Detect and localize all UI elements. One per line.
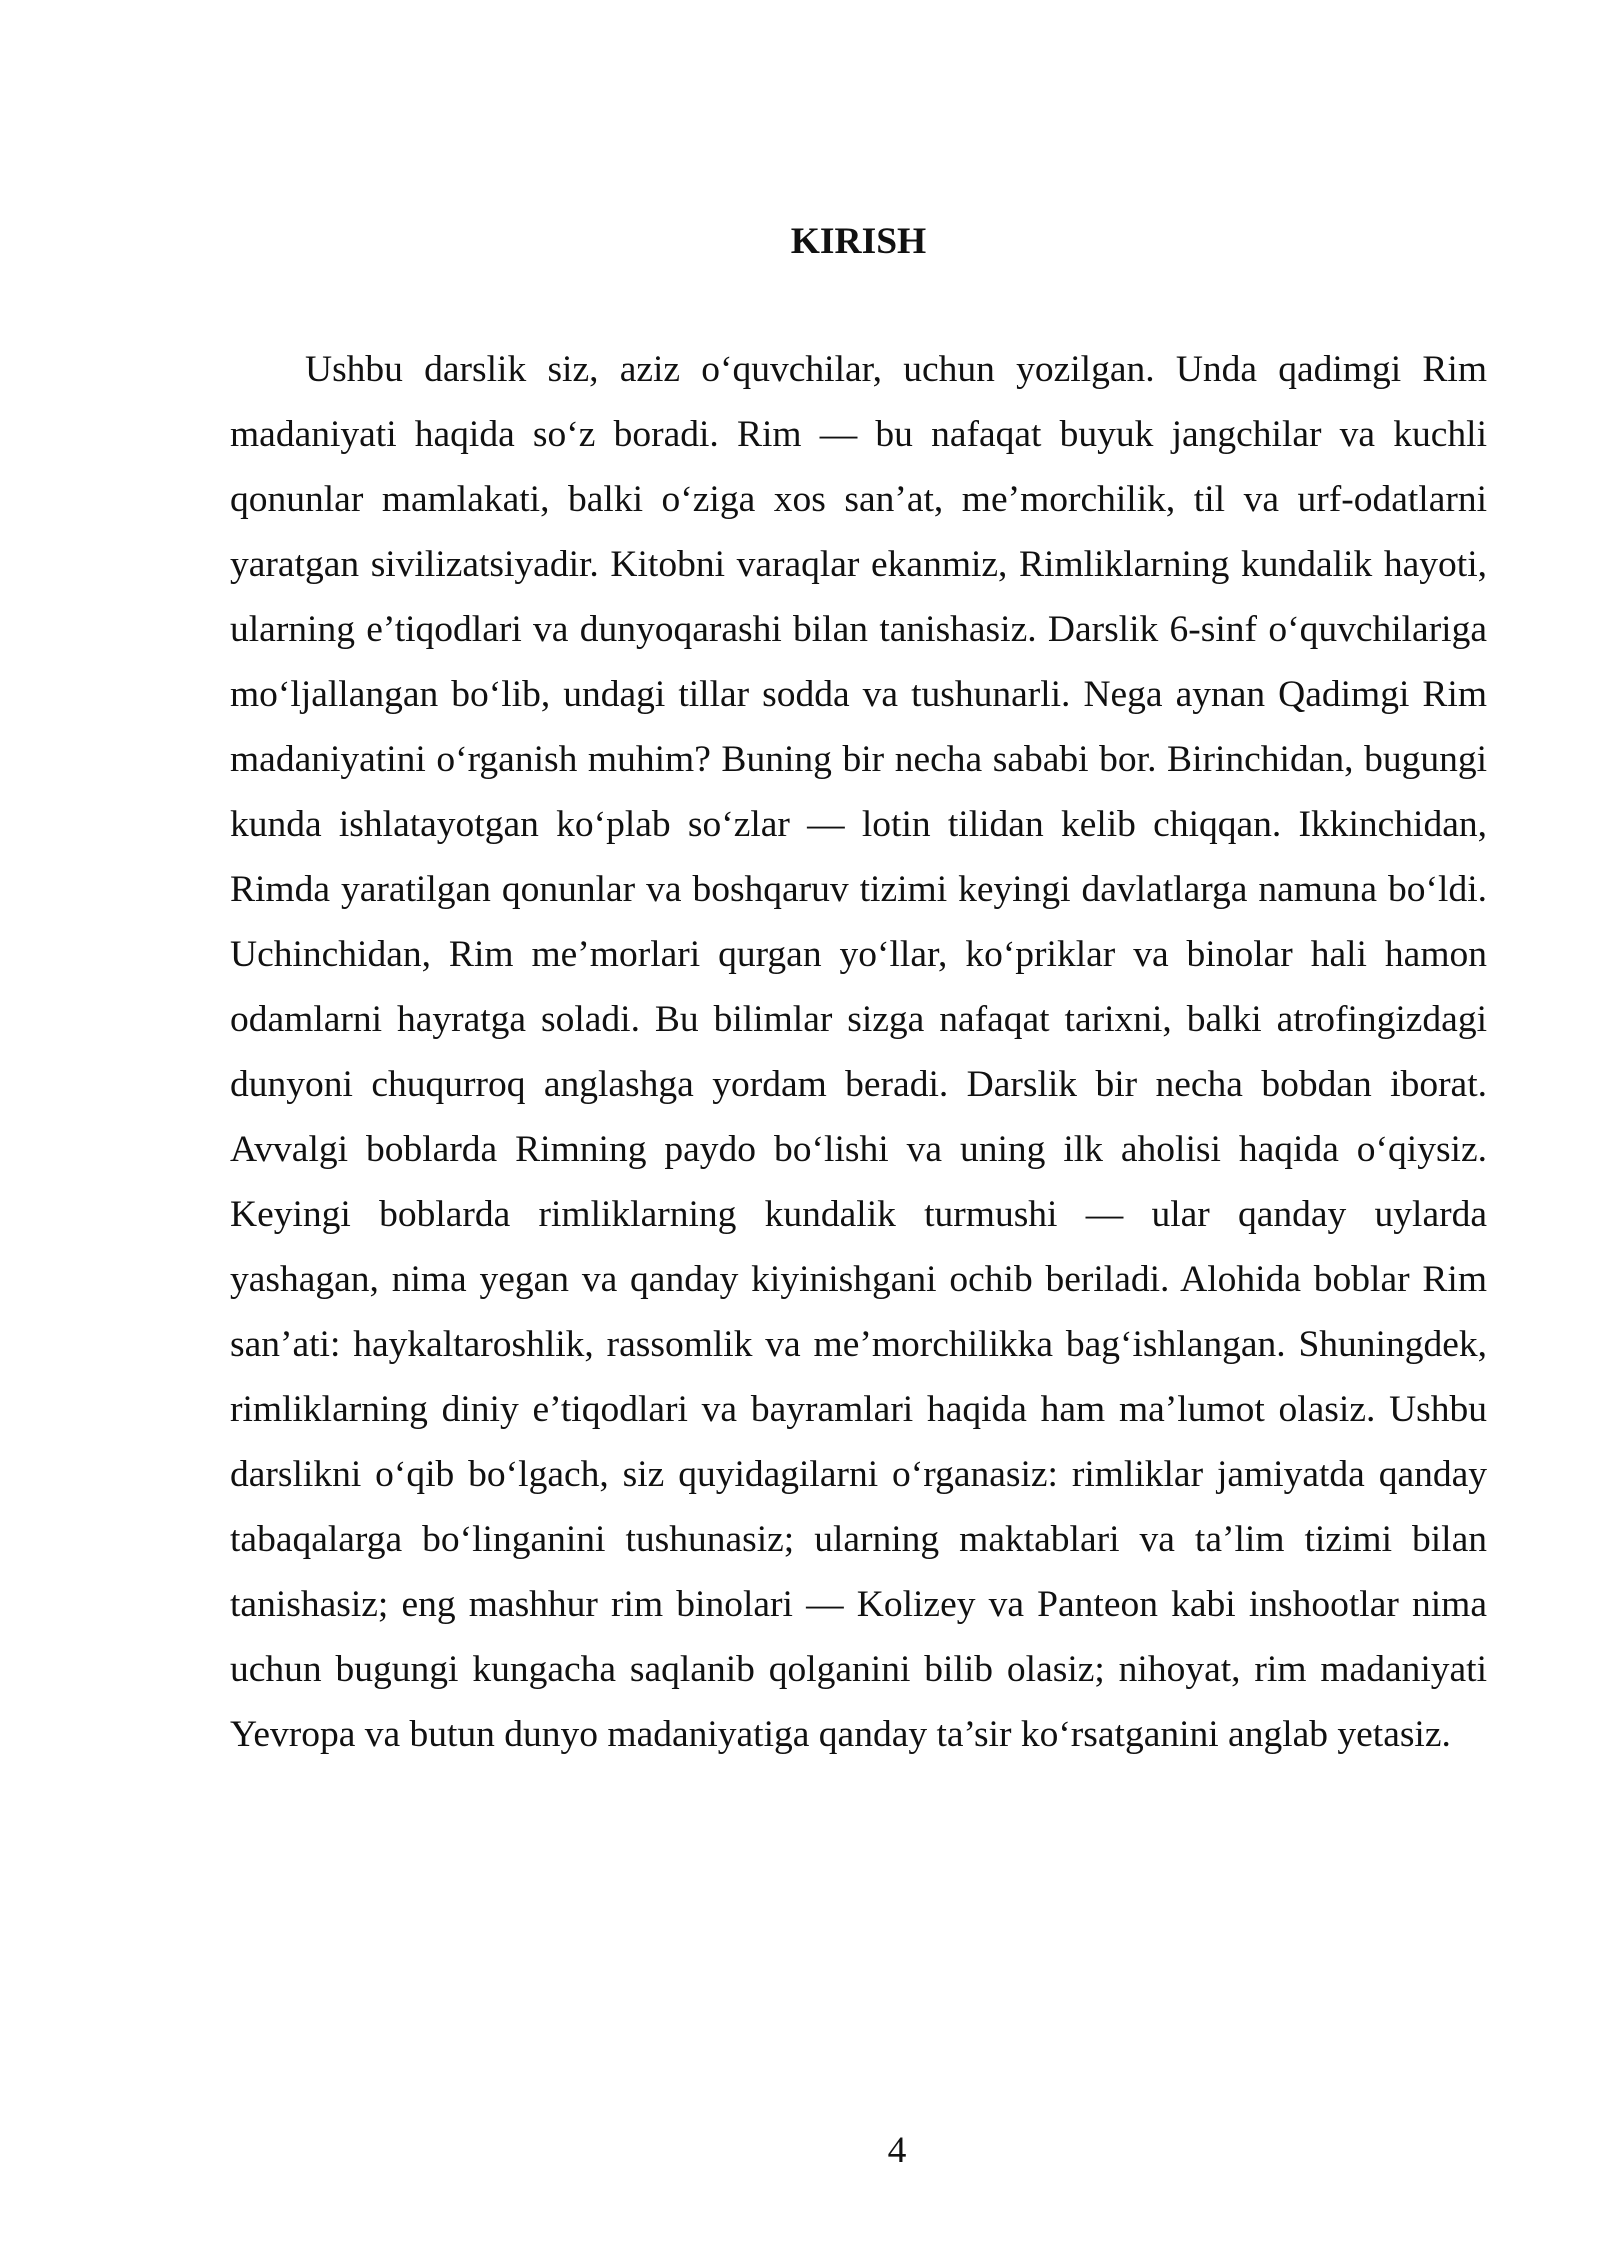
page-title: KIRISH: [790, 221, 927, 262]
paragraph-line: uchun bugungi kungacha saqlanib qolganini bilib olasiz; nihoyat, rim madaniyati: [230, 1649, 1487, 1690]
paragraph-line: Avvalgi boblarda Rimning paydo bo‘lishi va uning ilk aholisi haqida o‘qiysiz.: [230, 1129, 1487, 1170]
page-number: 4: [887, 2130, 907, 2171]
paragraph-line: Rimda yaratilgan qonunlar va boshqaruv tizimi keyingi davlatlarga namuna bo‘ldi.: [230, 869, 1487, 910]
paragraph-line: rimliklarning diniy e’tiqodlari va bayramlari haqida ham ma’lumot olasiz. Ushbu: [230, 1389, 1487, 1430]
paragraph-line: tabaqalarga bo‘linganini tushunasiz; ularning maktablari va ta’lim tizimi bilan: [230, 1519, 1487, 1560]
paragraph-line: tanishasiz; eng mashhur rim binolari — Kolizey va Panteon kabi inshootlar nima: [230, 1584, 1487, 1625]
paragraph-line: odamlarni hayratga soladi. Bu bilimlar sizga nafaqat tarixni, balki atrofingizdagi: [230, 999, 1487, 1040]
body-paragraph: [230, 337, 1487, 1767]
paragraph-line: madaniyati haqida so‘z boradi. Rim — bu nafaqat buyuk jangchilar va kuchli: [230, 414, 1487, 455]
paragraph-line: Keyingi boblarda rimliklarning kundalik turmushi — ular qanday uylarda: [230, 1194, 1487, 1235]
paragraph-line: yaratgan sivilizatsiyadir. Kitobni varaqlar ekanmiz, Rimliklarning kundalik hayoti,: [230, 544, 1487, 585]
paragraph-line: Ushbu darslik siz, aziz o‘quvchilar, uchun yozilgan. Unda qadimgi Rim: [305, 349, 1487, 390]
paragraph-line: dunyoni chuqurroq anglashga yordam beradi. Darslik bir necha bobdan iborat.: [230, 1064, 1487, 1105]
paragraph-line: darslikni o‘qib bo‘lgach, siz quyidagilarni o‘rganasiz: rimliklar jamiyatda qanday: [230, 1454, 1487, 1495]
paragraph-line: ularning e’tiqodlari va dunyoqarashi bilan tanishasiz. Darslik 6-sinf o‘quvchilariga: [230, 609, 1487, 650]
paragraph-line: san’ati: haykaltaroshlik, rassomlik va me’morchilikka bag‘ishlangan. Shuningdek,: [230, 1324, 1487, 1365]
paragraph-line: Uchinchidan, Rim me’morlari qurgan yo‘llar, ko‘priklar va binolar hali hamon: [230, 934, 1487, 975]
paragraph-line: yashagan, nima yegan va qanday kiyinishgani ochib beriladi. Alohida boblar Rim: [230, 1259, 1487, 1300]
paragraph-line: kunda ishlatayotgan ko‘plab so‘zlar — lotin tilidan kelib chiqqan. Ikkinchidan,: [230, 804, 1487, 845]
paragraph-line: madaniyatini o‘rganish muhim? Buning bir necha sababi bor. Birinchidan, bugungi: [230, 739, 1487, 780]
paragraph-line: Yevropa va butun dunyo madaniyatiga qanday ta’sir ko‘rsatganini anglab yetasiz.: [230, 1714, 1451, 1755]
paragraph-line: mo‘ljallangan bo‘lib, undagi tillar sodda va tushunarli. Nega aynan Qadimgi Rim: [230, 674, 1487, 715]
paragraph-line: qonunlar mamlakati, balki o‘ziga xos san’at, me’morchilik, til va urf-odatlarni: [230, 479, 1487, 520]
